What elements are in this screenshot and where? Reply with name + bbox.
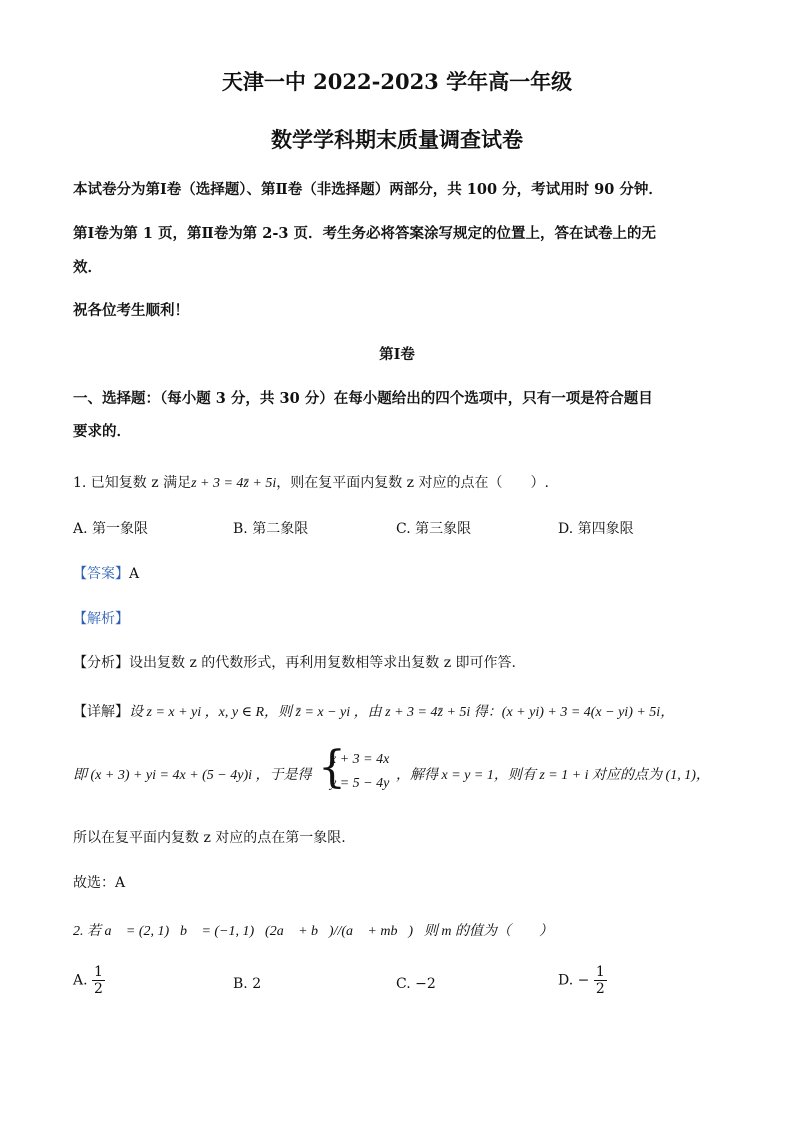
fraction-denominator: 2: [595, 981, 605, 997]
q1-option-c: C. 第三象限: [396, 521, 472, 537]
q1-conclusion: 所以在复平面内复数 z 对应的点在第一象限.: [73, 830, 346, 846]
detail-line-2-a: 即 (x + 3) + yi = 4x + (5 − 4y)i ，于是得: [73, 768, 312, 783]
q2-option-a: [73, 964, 105, 997]
intro-line-1: 本试卷分为第Ⅰ卷（选择题）、第Ⅱ卷（非选择题）两部分，共 100 分，考试用时 90 分钟．: [73, 181, 663, 198]
question-1-stem: [73, 472, 549, 492]
q2-option-a-label: A.: [73, 972, 88, 989]
intro-line-3: 效．: [73, 259, 102, 276]
question-2-stem: 2. 若 a⃗ = (2, 1)，b⃗ = (−1, 1)，(2a⃗ + b⃗)//(a⃗ + mb⃗)，则 m 的值为（ ）: [73, 924, 554, 939]
q1-answer: [73, 563, 139, 583]
detail-line-2-b: ，解得 x = y = 1，则有 z = 1 + i 对应的点为 (1, 1)，: [396, 768, 710, 783]
section-instruction-2: 要求的．: [73, 423, 131, 440]
section-instruction-1: 一、选择题：（每小题 3 分，共 30 分）在每小题给出的四个选项中，只有一项是符合题目: [73, 390, 653, 407]
q1-stem-suffix: ，则在复平面内复数 z 对应的点在（ ）.: [276, 475, 549, 491]
detail-line-1-text: 设 z = x + yi ，x, y ∈ R，则 z̄ = x − yi ，由 z + 3 = 4z̄ + 5i 得：(x + yi) + 3 = 4(x − yi) + 5i，: [129, 705, 675, 720]
q2-option-c: C. −2: [396, 976, 436, 992]
fraction-numerator: 1: [595, 964, 605, 980]
system-brace: {: [318, 742, 346, 793]
page-subtitle: 数学学科期末质量调查试卷: [271, 127, 523, 152]
q1-choice: 故选：A: [73, 875, 126, 891]
q1-option-d: D. 第四象限: [558, 521, 634, 537]
detail-tag: 【详解】: [73, 704, 129, 720]
good-luck-text: 祝各位考生顺利！: [73, 302, 189, 319]
q1-stem-equation: z + 3 = 4z̄ + 5i: [191, 476, 277, 491]
q2-option-b: B. 2: [233, 976, 262, 992]
intro-line-2: 第Ⅰ卷为第 1 页，第Ⅱ卷为第 2-3 页．考生务必将答案涂写规定的位置上，答在试卷上的无: [73, 225, 656, 242]
q1-detail-line-1: [73, 701, 674, 721]
fenxi-tag: 【分析】: [73, 655, 129, 671]
system-equation-1: x + 3 = 4x: [330, 752, 390, 767]
q1-option-a: A. 第一象限: [73, 521, 149, 537]
q1-stem-prefix: 1. 已知复数 z 满足: [73, 475, 192, 491]
system-equation-2: y = 5 − 4y: [330, 776, 390, 791]
q2-option-d: [558, 964, 607, 997]
answer-value: A: [129, 566, 140, 582]
analysis-tag: 【解析】: [73, 611, 129, 627]
q2-option-d-fraction: [594, 964, 607, 997]
q2-option-d-label: D. −: [558, 972, 590, 989]
answer-tag: 【答案】: [73, 566, 129, 582]
q1-option-b: B. 第二象限: [233, 521, 309, 537]
fraction-denominator: 2: [94, 981, 103, 997]
q2-option-a-fraction: [92, 964, 105, 997]
q1-fenxi: [73, 652, 516, 672]
section-title: 第Ⅰ卷: [379, 346, 415, 363]
page-title: 天津一中 2022-2023 学年高一年级: [221, 69, 573, 94]
fraction-numerator: 1: [94, 964, 103, 980]
fenxi-text: 设出复数 z 的代数形式，再利用复数相等求出复数 z 即可作答.: [129, 655, 517, 671]
